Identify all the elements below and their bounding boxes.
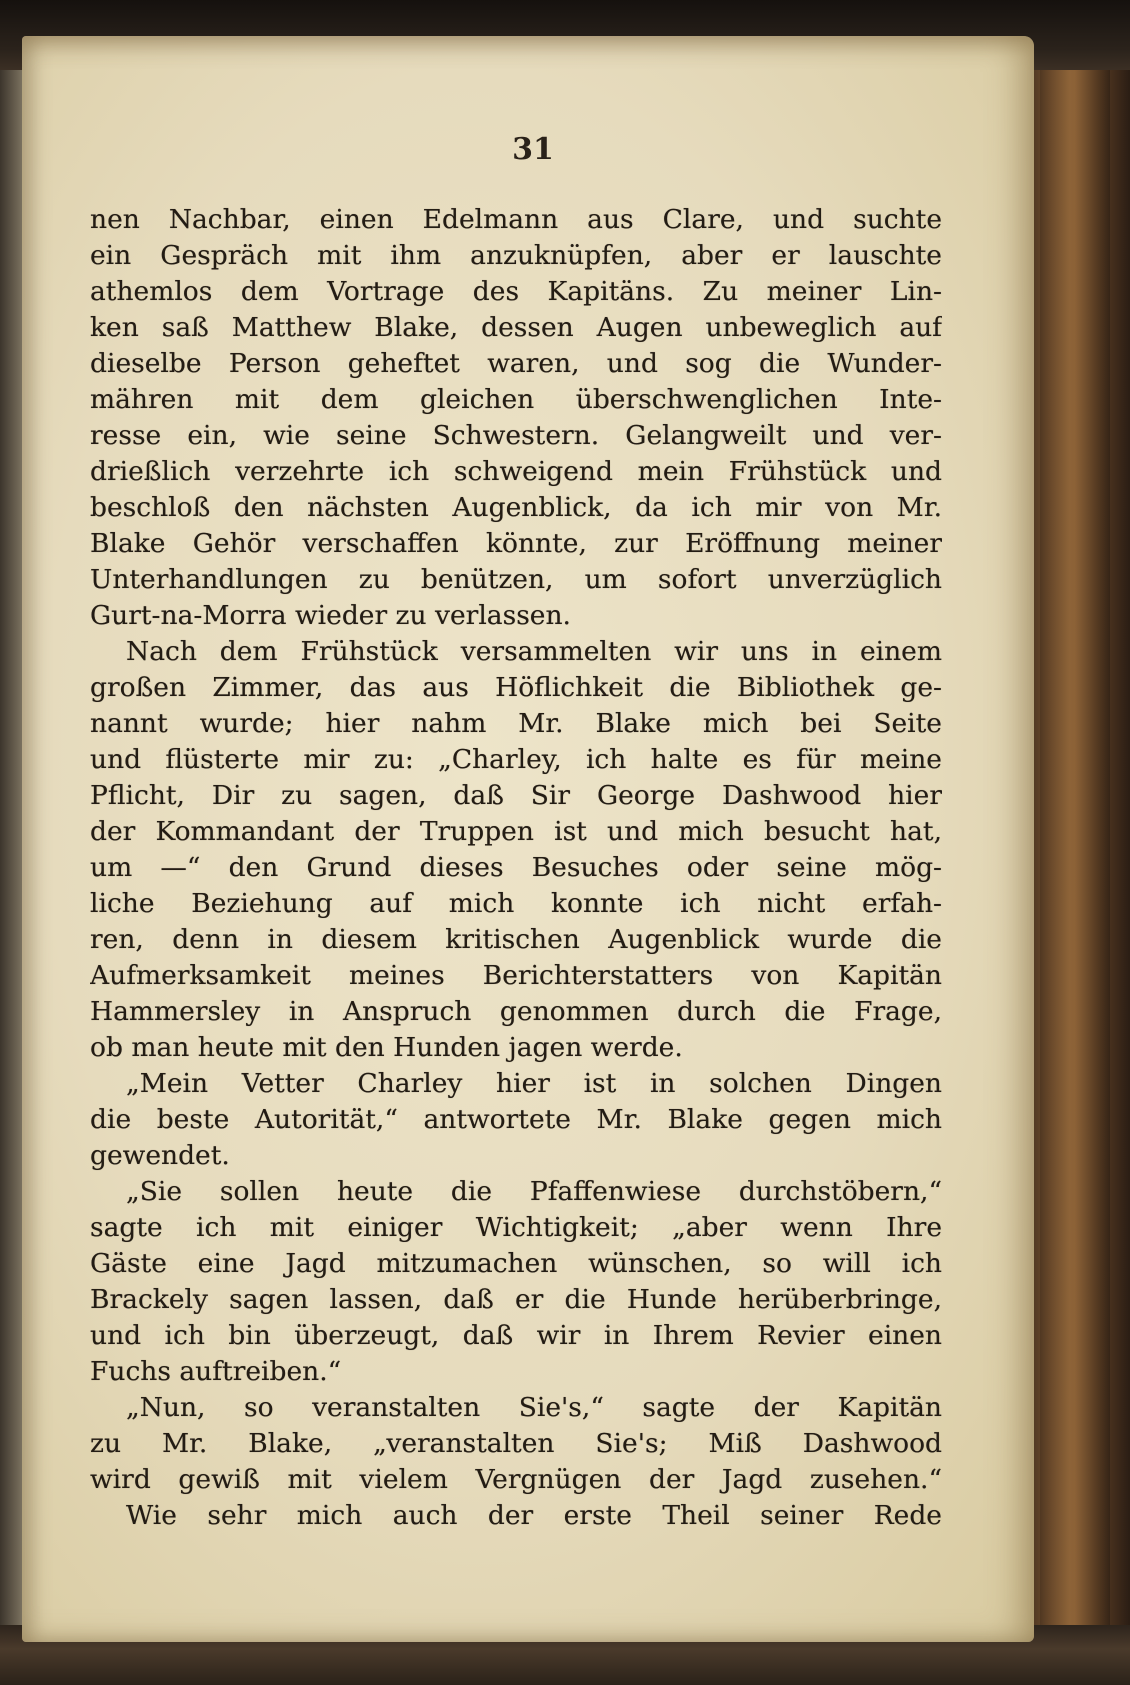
text-line: großen Zimmer, das aus Höflichkeit die Bibliothek ge-	[90, 672, 942, 703]
body-text	[90, 202, 942, 1534]
text-line: drießlich verzehrte ich schweigend mein Frühstück und	[90, 456, 942, 487]
text-line: „Sie sollen heute die Pfaffenwiese durchstöbern,“	[126, 1176, 942, 1207]
text-line: mähren mit dem gleichen überschwenglichen Inte-	[90, 384, 942, 415]
text-line: Wie sehr mich auch der erste Theil seiner Rede	[126, 1500, 942, 1531]
text-line: Fuchs auftreiben.“	[90, 1356, 342, 1387]
text-line: liche Beziehung auf mich konnte ich nicht erfah-	[90, 888, 942, 919]
page-number: 31	[512, 132, 554, 167]
text-line: athemlos dem Vortrage des Kapitäns. Zu meiner Lin-	[90, 276, 942, 307]
text-line: wird gewiß mit vielem Vergnügen der Jagd zusehen.“	[90, 1464, 942, 1495]
text-line: beschloß den nächsten Augenblick, da ich mir von Mr.	[90, 492, 942, 523]
text-line: sagte ich mit einiger Wichtigkeit; „aber wenn Ihre	[90, 1212, 942, 1243]
text-line: um —“ den Grund dieses Besuches oder seine mög-	[90, 852, 942, 883]
text-line: Unterhandlungen zu benützen, um sofort unverzüglich	[90, 564, 942, 595]
text-line: dieselbe Person geheftet waren, und sog die Wunder-	[90, 348, 942, 379]
text-line: Gäste eine Jagd mitzumachen wünschen, so will ich	[90, 1248, 942, 1279]
text-line: Brackely sagen lassen, daß er die Hunde herüberbringe,	[90, 1284, 942, 1315]
text-line: „Mein Vetter Charley hier ist in solchen Dingen	[126, 1068, 942, 1099]
book-page	[22, 36, 1034, 1642]
text-line: Hammersley in Anspruch genommen durch die Frage,	[90, 996, 942, 1027]
text-line: nen Nachbar, einen Edelmann aus Clare, und suchte	[90, 204, 942, 235]
text-line: „Nun, so veranstalten Sie's,“ sagte der Kapitän	[126, 1392, 942, 1423]
text-line: ob man heute mit den Hunden jagen werde.	[90, 1032, 683, 1063]
text-line: resse ein, wie seine Schwestern. Gelangweilt und ver-	[90, 420, 942, 451]
text-line: ken saß Matthew Blake, dessen Augen unbeweglich auf	[90, 312, 942, 343]
text-line: nannt wurde; hier nahm Mr. Blake mich bei Seite	[90, 708, 942, 739]
text-line: und flüsterte mir zu: „Charley, ich halte es für meine	[90, 744, 942, 775]
spine-leather	[1040, 40, 1110, 1640]
text-line: ren, denn in diesem kritischen Augenblick wurde die	[90, 924, 942, 955]
text-line: ein Gespräch mit ihm anzuknüpfen, aber er lauschte	[90, 240, 942, 271]
text-line: gewendet.	[90, 1140, 230, 1171]
text-line: und ich bin überzeugt, daß wir in Ihrem Revier einen	[90, 1320, 942, 1351]
text-line: Blake Gehör verschaffen könnte, zur Eröffnung meiner	[90, 528, 942, 559]
text-line: Nach dem Frühstück versammelten wir uns in einem	[126, 636, 942, 667]
text-line: Aufmerksamkeit meines Berichterstatters von Kapitän	[90, 960, 942, 991]
text-line: der Kommandant der Truppen ist und mich besucht hat,	[90, 816, 942, 847]
text-line: Gurt-na-Morra wieder zu verlassen.	[90, 600, 571, 631]
text-line: Pflicht, Dir zu sagen, daß Sir George Dashwood hier	[90, 780, 942, 811]
text-line: die beste Autorität,“ antwortete Mr. Blake gegen mich	[90, 1104, 942, 1135]
text-line: zu Mr. Blake, „veranstalten Sie's; Miß Dashwood	[90, 1428, 942, 1459]
book-spine-cover	[1020, 0, 1130, 1685]
